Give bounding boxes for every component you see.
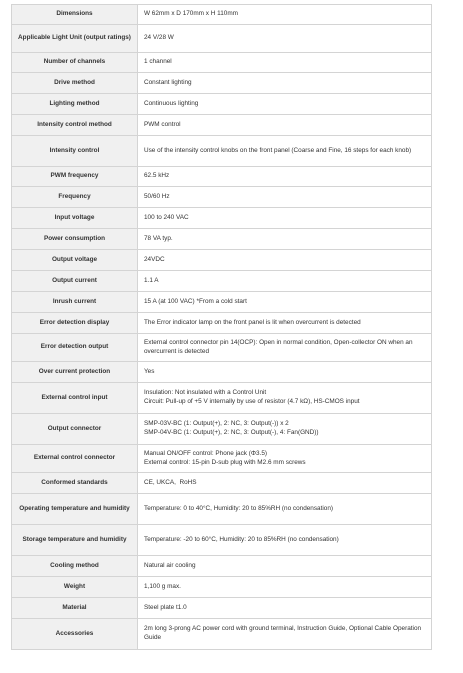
spec-row	[12, 598, 432, 619]
spec-value: External control connector pin 14(OCP): Open in normal condition, Open-collector ON when an overcurrent is detected	[138, 334, 432, 362]
specifications-body	[12, 5, 432, 650]
spec-value: Insulation: Not insulated with a Control Unit Circuit: Pull-up of +5 V internally by use of resistor (4.7 kΩ), HS-CMOS input	[138, 383, 432, 414]
spec-label: Intensity control method	[12, 115, 138, 136]
spec-label: Dimensions	[12, 5, 138, 25]
spec-row	[12, 136, 432, 167]
spec-value: Yes	[138, 362, 432, 383]
spec-row	[12, 556, 432, 577]
spec-row	[12, 313, 432, 334]
spec-label: Input voltage	[12, 208, 138, 229]
spec-value: 1.1 A	[138, 271, 432, 292]
spec-label: Number of channels	[12, 53, 138, 73]
spec-row	[12, 94, 432, 115]
spec-row	[12, 292, 432, 313]
spec-label: Error detection display	[12, 313, 138, 334]
spec-label: Applicable Light Unit (output ratings)	[12, 25, 138, 53]
spec-value: SMP-03V-BC (1: Output(+), 2: NC, 3: Output(-)) x 2 SMP-04V-BC (1: Output(+), 2: NC, 3: Output(-), 4: Fan(GND))	[138, 414, 432, 445]
spec-label: Weight	[12, 577, 138, 598]
spec-value: Natural air cooling	[138, 556, 432, 577]
spec-value: 2m long 3-prong AC power cord with ground terminal, Instruction Guide, Optional Cable Operation Guide	[138, 619, 432, 650]
spec-value: 50/60 Hz	[138, 187, 432, 208]
spec-value: 24VDC	[138, 250, 432, 271]
spec-label: Accessories	[12, 619, 138, 650]
spec-value: Manual ON/OFF control: Phone jack (Φ3.5) External control: 15-pin D-sub plug with M2.6 mm screws	[138, 445, 432, 473]
spec-value: 78 VA typ.	[138, 229, 432, 250]
spec-label: Intensity control	[12, 136, 138, 167]
spec-value: Temperature: 0 to 40°C, Humidity: 20 to 85%RH (no condensation)	[138, 494, 432, 525]
spec-row	[12, 577, 432, 598]
spec-row	[12, 445, 432, 473]
spec-label: External control connector	[12, 445, 138, 473]
spec-row	[12, 525, 432, 556]
spec-row	[12, 414, 432, 445]
spec-label: Material	[12, 598, 138, 619]
spec-row	[12, 619, 432, 650]
spec-row	[12, 250, 432, 271]
spec-row	[12, 53, 432, 73]
spec-row	[12, 167, 432, 187]
spec-value: 100 to 240 VAC	[138, 208, 432, 229]
spec-row	[12, 362, 432, 383]
spec-value: Use of the intensity control knobs on the front panel (Coarse and Fine, 16 steps for each knob)	[138, 136, 432, 167]
spec-label: Conformed standards	[12, 473, 138, 494]
spec-label: Error detection output	[12, 334, 138, 362]
spec-label: Output current	[12, 271, 138, 292]
specifications-table	[11, 4, 432, 650]
spec-label: Power consumption	[12, 229, 138, 250]
spec-row	[12, 115, 432, 136]
spec-row	[12, 208, 432, 229]
spec-value: 15 A (at 100 VAC) *From a cold start	[138, 292, 432, 313]
spec-label: Storage temperature and humidity	[12, 525, 138, 556]
spec-row	[12, 73, 432, 94]
spec-value: Constant lighting	[138, 73, 432, 94]
spec-row	[12, 473, 432, 494]
spec-value: 62.5 kHz	[138, 167, 432, 187]
spec-label: Operating temperature and humidity	[12, 494, 138, 525]
spec-row	[12, 229, 432, 250]
spec-value: 1,100 g max.	[138, 577, 432, 598]
spec-label: Over current protection	[12, 362, 138, 383]
spec-label: Lighting method	[12, 94, 138, 115]
spec-label: Output voltage	[12, 250, 138, 271]
spec-row	[12, 271, 432, 292]
spec-label: Frequency	[12, 187, 138, 208]
spec-value: CE, UKCA, RoHS	[138, 473, 432, 494]
spec-label: PWM frequency	[12, 167, 138, 187]
spec-label: Drive method	[12, 73, 138, 94]
spec-label: Output connector	[12, 414, 138, 445]
spec-value: PWM control	[138, 115, 432, 136]
spec-value: Continuous lighting	[138, 94, 432, 115]
spec-value: 24 V/28 W	[138, 25, 432, 53]
spec-value: Temperature: -20 to 60°C, Humidity: 20 to 85%RH (no condensation)	[138, 525, 432, 556]
spec-label: Cooling method	[12, 556, 138, 577]
spec-value: W 62mm x D 170mm x H 110mm	[138, 5, 432, 25]
spec-label: External control input	[12, 383, 138, 414]
spec-row	[12, 25, 432, 53]
spec-value: The Error indicator lamp on the front panel is lit when overcurrent is detected	[138, 313, 432, 334]
spec-row	[12, 494, 432, 525]
spec-row	[12, 383, 432, 414]
spec-row	[12, 334, 432, 362]
spec-row	[12, 5, 432, 25]
spec-value: Steel plate t1.0	[138, 598, 432, 619]
spec-label: Inrush current	[12, 292, 138, 313]
spec-row	[12, 187, 432, 208]
spec-value: 1 channel	[138, 53, 432, 73]
